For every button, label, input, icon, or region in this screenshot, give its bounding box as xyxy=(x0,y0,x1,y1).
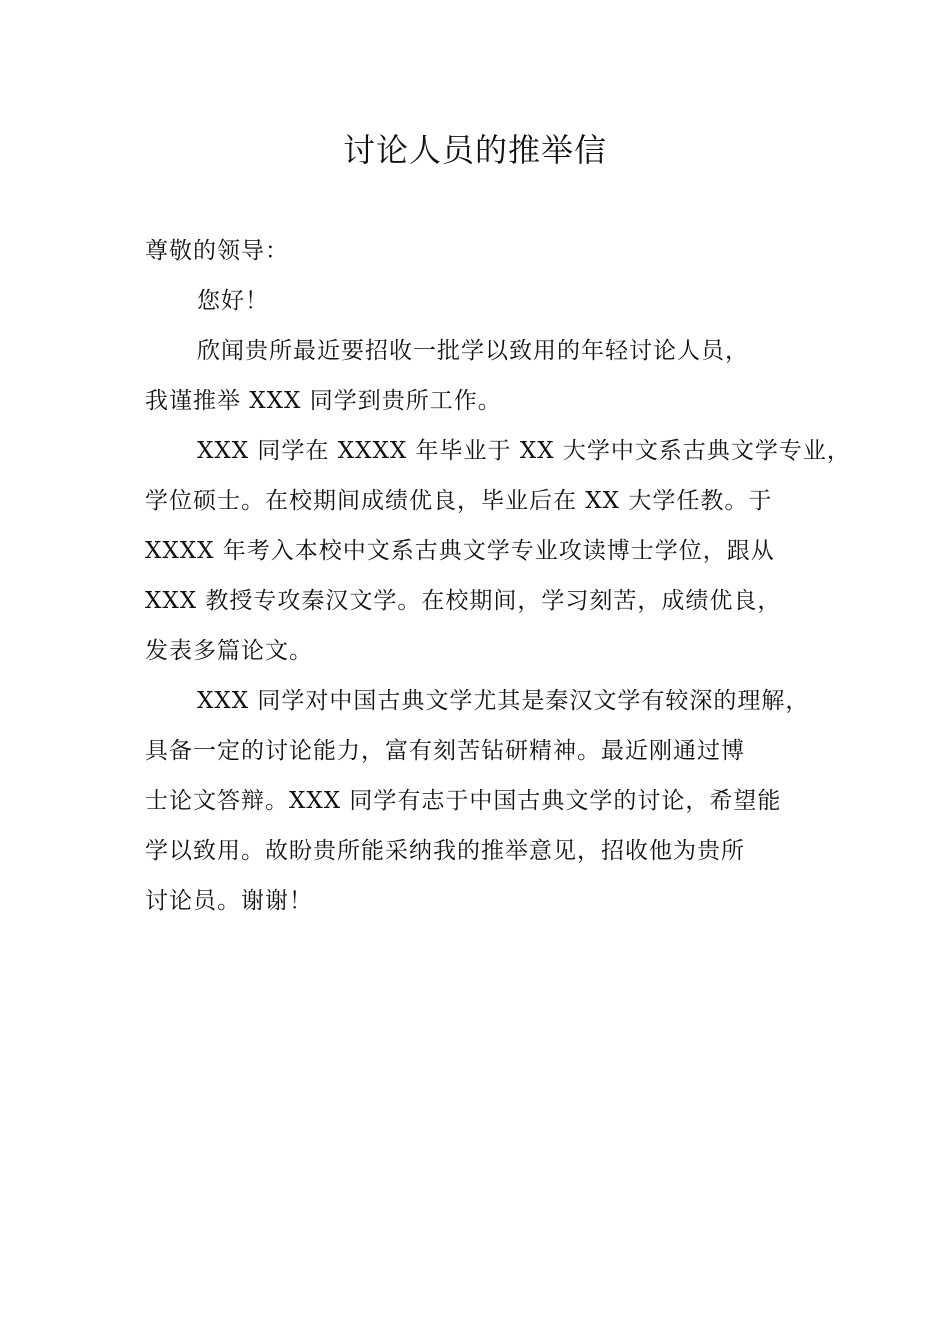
paragraph-1-line-2: 我谨推举 XXX 同学到贵所工作。 xyxy=(145,388,502,414)
paragraph-3-line-2: 具备一定的讨论能力，富有刻苦钻研精神。最近刚通过博 xyxy=(145,738,745,764)
paragraph-2-line-4: XXX 教授专攻秦汉文学。在校期间，学习刻苦，成绩优良， xyxy=(145,588,782,614)
paragraph-2-line-5: 发表多篇论文。 xyxy=(145,638,313,664)
salutation: 尊敬的领导： xyxy=(145,238,289,264)
paragraph-2-line-2: 学位硕士。在校期间成绩优良，毕业后在 XX 大学任教。于 xyxy=(145,488,773,514)
paragraph-3-line-5: 讨论员。谢谢！ xyxy=(145,888,313,914)
greeting: 您好！ xyxy=(197,288,269,314)
letter-body xyxy=(145,226,851,926)
paragraph-3-line-4: 学以致用。故盼贵所能采纳我的推举意见，招收他为贵所 xyxy=(145,838,745,864)
paragraph-1-line-1: 欣闻贵所最近要招收一批学以致用的年轻讨论人员， xyxy=(197,338,749,364)
paragraph-2-line-3: XXXX 年考入本校中文系古典文学专业攻读博士学位，跟从 xyxy=(145,538,775,564)
paragraph-3-line-3: 士论文答辩。XXX 同学有志于中国古典文学的讨论，希望能 xyxy=(145,788,782,814)
paragraph-3-line-1: XXX 同学对中国古典文学尤其是秦汉文学有较深的理解， xyxy=(197,688,810,714)
paragraph-2-line-1: XXX 同学在 XXXX 年毕业于 XX 大学中文系古典文学专业， xyxy=(197,438,851,464)
document-title: 讨论人员的推举信 xyxy=(342,131,607,169)
